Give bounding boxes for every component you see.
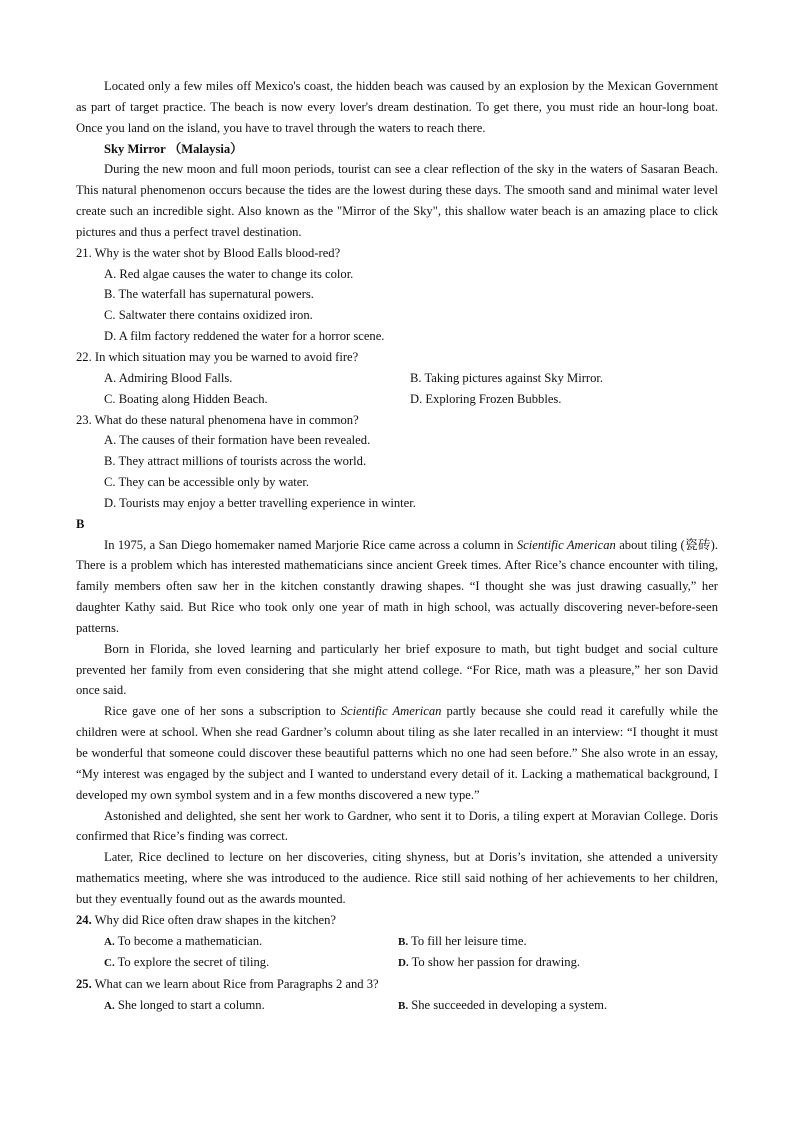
option-letter: B.: [398, 1000, 409, 1013]
question-21-option-a: A. Red algae causes the water to change its color.: [104, 266, 354, 281]
question-21-option-b: B. The waterfall has supernatural powers.: [104, 287, 314, 302]
passage-b-paragraph-1: [76, 535, 718, 639]
question-24-option-a: [76, 931, 398, 953]
question-24-stem: Why did Rice often draw shapes in the kitchen?: [91, 912, 336, 927]
option-text: To show her passion for drawing.: [408, 955, 581, 970]
question-25-row-1: [76, 995, 718, 1017]
section-b-heading: B: [76, 516, 85, 531]
question-22: 22. In which situation may you be warned to avoid fire?: [76, 349, 359, 364]
passage-b-paragraph-2: Born in Florida, she loved learning and particularly her brief exposure to math, but tight budget and social culture prevented her family from even considering that she might attend college. “For Rice, math was a pleasure,” her son David once said.: [76, 641, 718, 698]
option-text: She succeeded in developing a system.: [408, 998, 608, 1013]
option-letter: A.: [104, 1000, 115, 1013]
question-24-option-c: [76, 952, 398, 974]
question-22-row-1: [76, 368, 718, 389]
option-letter: A.: [104, 935, 115, 948]
option-text: To fill her leisure time.: [408, 933, 527, 948]
question-23-option-a: A. The causes of their formation have been revealed.: [104, 433, 371, 448]
sky-mirror-heading: Sky Mirror （Malaysia）: [104, 141, 243, 156]
question-22-option-a: A. Admiring Blood Falls.: [104, 370, 233, 385]
hidden-beach-paragraph: Located only a few miles off Mexico's coast, the hidden beach was caused by an explosion by the Mexican Government as part of target practice. The beach is now every lover's dream destination. To get there, you must ride an hour-long boat. Once you land on the island, you have to travel through the waters to reach there.: [76, 79, 718, 135]
question-24: [76, 910, 718, 931]
question-25-option-a: [76, 995, 398, 1017]
passage-b-paragraph-4: Astonished and delighted, she sent her work to Gardner, who sent it to Doris, a tiling expert at Moravian College. Doris confirmed that Rice’s finding was correct.: [76, 808, 718, 844]
question-21: 21. Why is the water shot by Blood Ealls blood-red?: [76, 245, 341, 260]
question-21-option-d: D. A film factory reddened the water for a horror scene.: [104, 329, 385, 344]
question-24-option-d: [398, 952, 580, 974]
passage-b-p1-text-2: about tiling (瓷砖). There is a problem which has interested mathematicians since ancient Greek times. After Rice’s chance encounter with tiling, family members often saw her in the kitchen constantly drawing shapes. “I thought she was just drawing casually,” her daughter Kathy said. But Rice who took only one year of math in high school, was actually discovering never-before-seen patterns.: [76, 537, 718, 635]
question-23-option-c: C. They can be accessible only by water.: [104, 475, 310, 490]
question-23: 23. What do these natural phenomena have in common?: [76, 412, 359, 427]
magazine-title: Scientific American: [516, 537, 616, 552]
passage-b-p1-text-1: In 1975, a San Diego homemaker named Marjorie Rice came across a column in: [104, 537, 517, 552]
document-page: [76, 76, 718, 1017]
passage-b-paragraph-3: [76, 701, 718, 805]
question-22-option-b: B. Taking pictures against Sky Mirror.: [410, 370, 604, 385]
option-text: She longed to start a column.: [114, 998, 265, 1013]
option-letter: B.: [398, 935, 409, 948]
question-24-number: 24.: [76, 912, 92, 927]
question-22-option-c: C. Boating along Hidden Beach.: [104, 391, 268, 406]
passage-b-paragraph-5: Later, Rice declined to lecture on her discoveries, citing shyness, but at Doris’s invitation, she attended a university mathematics meeting, where she was introduced to the audience. Rice still said nothing of her achievements to her children, but they eventually found out as the awards mounted.: [76, 850, 718, 906]
question-25-stem: What can we learn about Rice from Paragraphs 2 and 3?: [91, 977, 379, 992]
question-24-row-1: [76, 931, 718, 953]
question-21-option-c: C. Saltwater there contains oxidized iron.: [104, 308, 313, 323]
question-24-row-2: [76, 952, 718, 974]
question-22-option-d: D. Exploring Frozen Bubbles.: [410, 391, 562, 406]
option-text: To become a mathematician.: [114, 933, 263, 948]
passage-b-p3-text-2: partly because she could read it carefully while the children were at school. When she read Gardner’s column about tiling as she later recalled in an interview: “I thought it must be wonderful that someone could discover these beautiful patterns which no one had seen before.” She also wrote in an essay, “My interest was engaged by the subject and I wanted to understand every detail of it. Lacking a mathematical background, I developed my own symbol system and in a few months discovered a new type.”: [76, 704, 718, 802]
magazine-title: Scientific American: [340, 704, 442, 719]
sky-mirror-paragraph: During the new moon and full moon periods, tourist can see a clear reflection of the sky in the waters of Sasaran Beach. This natural phenomenon occurs because the tides are the lowest during these days. The smooth sand and minimal water level create such an incredible sight. Also known as the "Mirror of the Sky", this shallow water beach is an amazing place to click pictures and thus a perfect travel destination.: [76, 162, 718, 239]
option-letter: C.: [104, 957, 115, 970]
option-text: To explore the secret of tiling.: [114, 955, 270, 970]
question-25-option-b: [398, 995, 607, 1017]
question-22-row-2: [76, 389, 718, 410]
question-25-number: 25.: [76, 977, 92, 992]
passage-b-p3-text-1: Rice gave one of her sons a subscription to: [104, 704, 341, 719]
option-letter: D.: [398, 957, 409, 970]
question-23-option-d: D. Tourists may enjoy a better travelling experience in winter.: [104, 495, 416, 510]
question-23-option-b: B. They attract millions of tourists across the world.: [104, 454, 367, 469]
question-24-option-b: [398, 931, 527, 953]
question-25: [76, 974, 718, 995]
